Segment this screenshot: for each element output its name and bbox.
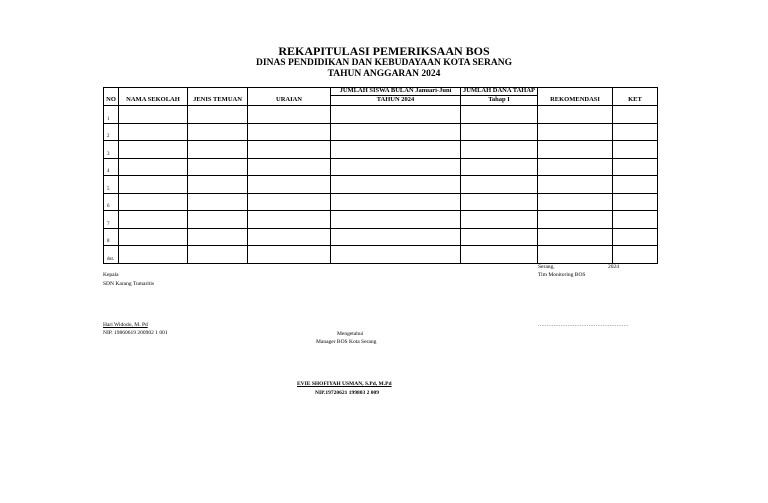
table-cell <box>119 123 188 141</box>
row-number: 5 <box>104 176 119 194</box>
right-signatory-org: Tim Monitoring BOS <box>538 272 586 278</box>
center-signatory-role: Manager BOS Kota Serang <box>316 339 377 345</box>
row-number: 6 <box>104 193 119 211</box>
table-cell <box>188 158 248 176</box>
table-cell <box>613 246 658 264</box>
right-signature-place: Serang, <box>538 264 555 270</box>
table-cell <box>248 228 331 246</box>
recap-table <box>103 87 658 264</box>
table-cell <box>461 106 538 124</box>
table-cell <box>538 123 613 141</box>
row-number: dst. <box>104 246 119 264</box>
col-header-jenis-temuan: JENIS TEMUAN <box>188 88 248 106</box>
page-title: REKAPITULASI PEMERIKSAAN BOS <box>278 44 490 58</box>
row-number: 2 <box>104 123 119 141</box>
col-header-uraian: URAIAN <box>248 88 331 106</box>
table-row <box>104 123 658 141</box>
row-number: 8 <box>104 228 119 246</box>
table-cell <box>248 193 331 211</box>
table-cell <box>538 158 613 176</box>
table-cell <box>613 176 658 194</box>
center-signatory-name: EVIE SHOFIYAH USMAN, S.Pd, M.Pd <box>297 381 392 387</box>
table-row <box>104 228 658 246</box>
table-cell <box>248 176 331 194</box>
table-cell <box>538 106 613 124</box>
table-row <box>104 176 658 194</box>
table-cell <box>461 141 538 159</box>
table-row <box>104 106 658 124</box>
right-signatory-name-blank: .................................................... <box>538 323 629 328</box>
table-cell <box>331 193 461 211</box>
table-row <box>104 246 658 264</box>
table-cell <box>119 141 188 159</box>
col-header-no: NO <box>104 88 119 106</box>
table-cell <box>188 211 248 229</box>
table-cell <box>331 106 461 124</box>
table-cell <box>461 246 538 264</box>
table-cell <box>248 158 331 176</box>
table-cell <box>461 193 538 211</box>
table-cell <box>248 246 331 264</box>
table-cell <box>119 228 188 246</box>
col-header-rekomendasi: REKOMENDASI <box>538 88 613 106</box>
table-cell <box>188 246 248 264</box>
center-signatory-nip: NIP.19720621 199803 2 009 <box>315 390 379 396</box>
table-cell <box>461 176 538 194</box>
table-cell <box>188 176 248 194</box>
table-row <box>104 193 658 211</box>
table-cell <box>331 123 461 141</box>
table-cell <box>331 176 461 194</box>
table-cell <box>248 106 331 124</box>
left-signatory-role: Kepala <box>103 272 119 278</box>
table-cell <box>248 211 331 229</box>
table-cell <box>188 141 248 159</box>
table-cell <box>613 106 658 124</box>
table-cell <box>538 246 613 264</box>
col-header-jumlah-siswa: JUMLAH SISWA BULAN Januari-Juni <box>331 88 461 96</box>
table-cell <box>331 228 461 246</box>
table-cell <box>119 158 188 176</box>
table-cell <box>248 141 331 159</box>
fiscal-year-line: TAHUN ANGGARAN 2024 <box>327 69 441 79</box>
left-signatory-name: Hari Widodo, M. Pd <box>103 322 148 328</box>
row-number: 4 <box>104 158 119 176</box>
table-row <box>104 158 658 176</box>
table-cell <box>538 141 613 159</box>
table-cell <box>119 106 188 124</box>
table-cell <box>188 193 248 211</box>
table-cell <box>119 176 188 194</box>
table-row <box>104 211 658 229</box>
table-cell <box>188 123 248 141</box>
table-cell <box>613 123 658 141</box>
table-cell <box>613 158 658 176</box>
left-signatory-org: SDN Karang Tumaritis <box>103 281 155 287</box>
table-cell <box>613 141 658 159</box>
table-cell <box>331 246 461 264</box>
table-cell <box>538 193 613 211</box>
table-cell <box>538 228 613 246</box>
table-cell <box>248 123 331 141</box>
table-row <box>104 141 658 159</box>
table-cell <box>461 228 538 246</box>
col-header-nama-sekolah: NAMA SEKOLAH <box>119 88 188 106</box>
left-signatory-nip: NIP. 19860619 200902 1 001 <box>103 330 168 336</box>
col-subheader-tahap: Tahap I <box>461 96 538 106</box>
table-cell <box>613 228 658 246</box>
right-signature-year: 2024 <box>608 264 619 270</box>
row-number: 7 <box>104 211 119 229</box>
table-cell <box>331 158 461 176</box>
table-cell <box>613 193 658 211</box>
col-header-jumlah-dana: JUMLAH DANA TAHAP <box>461 88 538 96</box>
table-cell <box>119 211 188 229</box>
page-subtitle: DINAS PENDIDIKAN DAN KEBUDAYAAN KOTA SERANG <box>256 58 512 68</box>
row-number: 1 <box>104 106 119 124</box>
center-acknowledgement-label: Mengetahui <box>337 331 364 337</box>
table-cell <box>331 141 461 159</box>
table-cell <box>119 193 188 211</box>
table-cell <box>538 211 613 229</box>
table-header-row <box>104 88 658 96</box>
table-cell <box>461 123 538 141</box>
table-cell <box>613 211 658 229</box>
table-cell <box>538 176 613 194</box>
table-cell <box>331 211 461 229</box>
table-cell <box>119 246 188 264</box>
table-cell <box>461 211 538 229</box>
table-cell <box>188 106 248 124</box>
table-cell <box>461 158 538 176</box>
row-number: 3 <box>104 141 119 159</box>
col-header-ket: KET <box>613 88 658 106</box>
col-subheader-tahun: TAHUN 2024 <box>331 96 461 106</box>
table-cell <box>188 228 248 246</box>
